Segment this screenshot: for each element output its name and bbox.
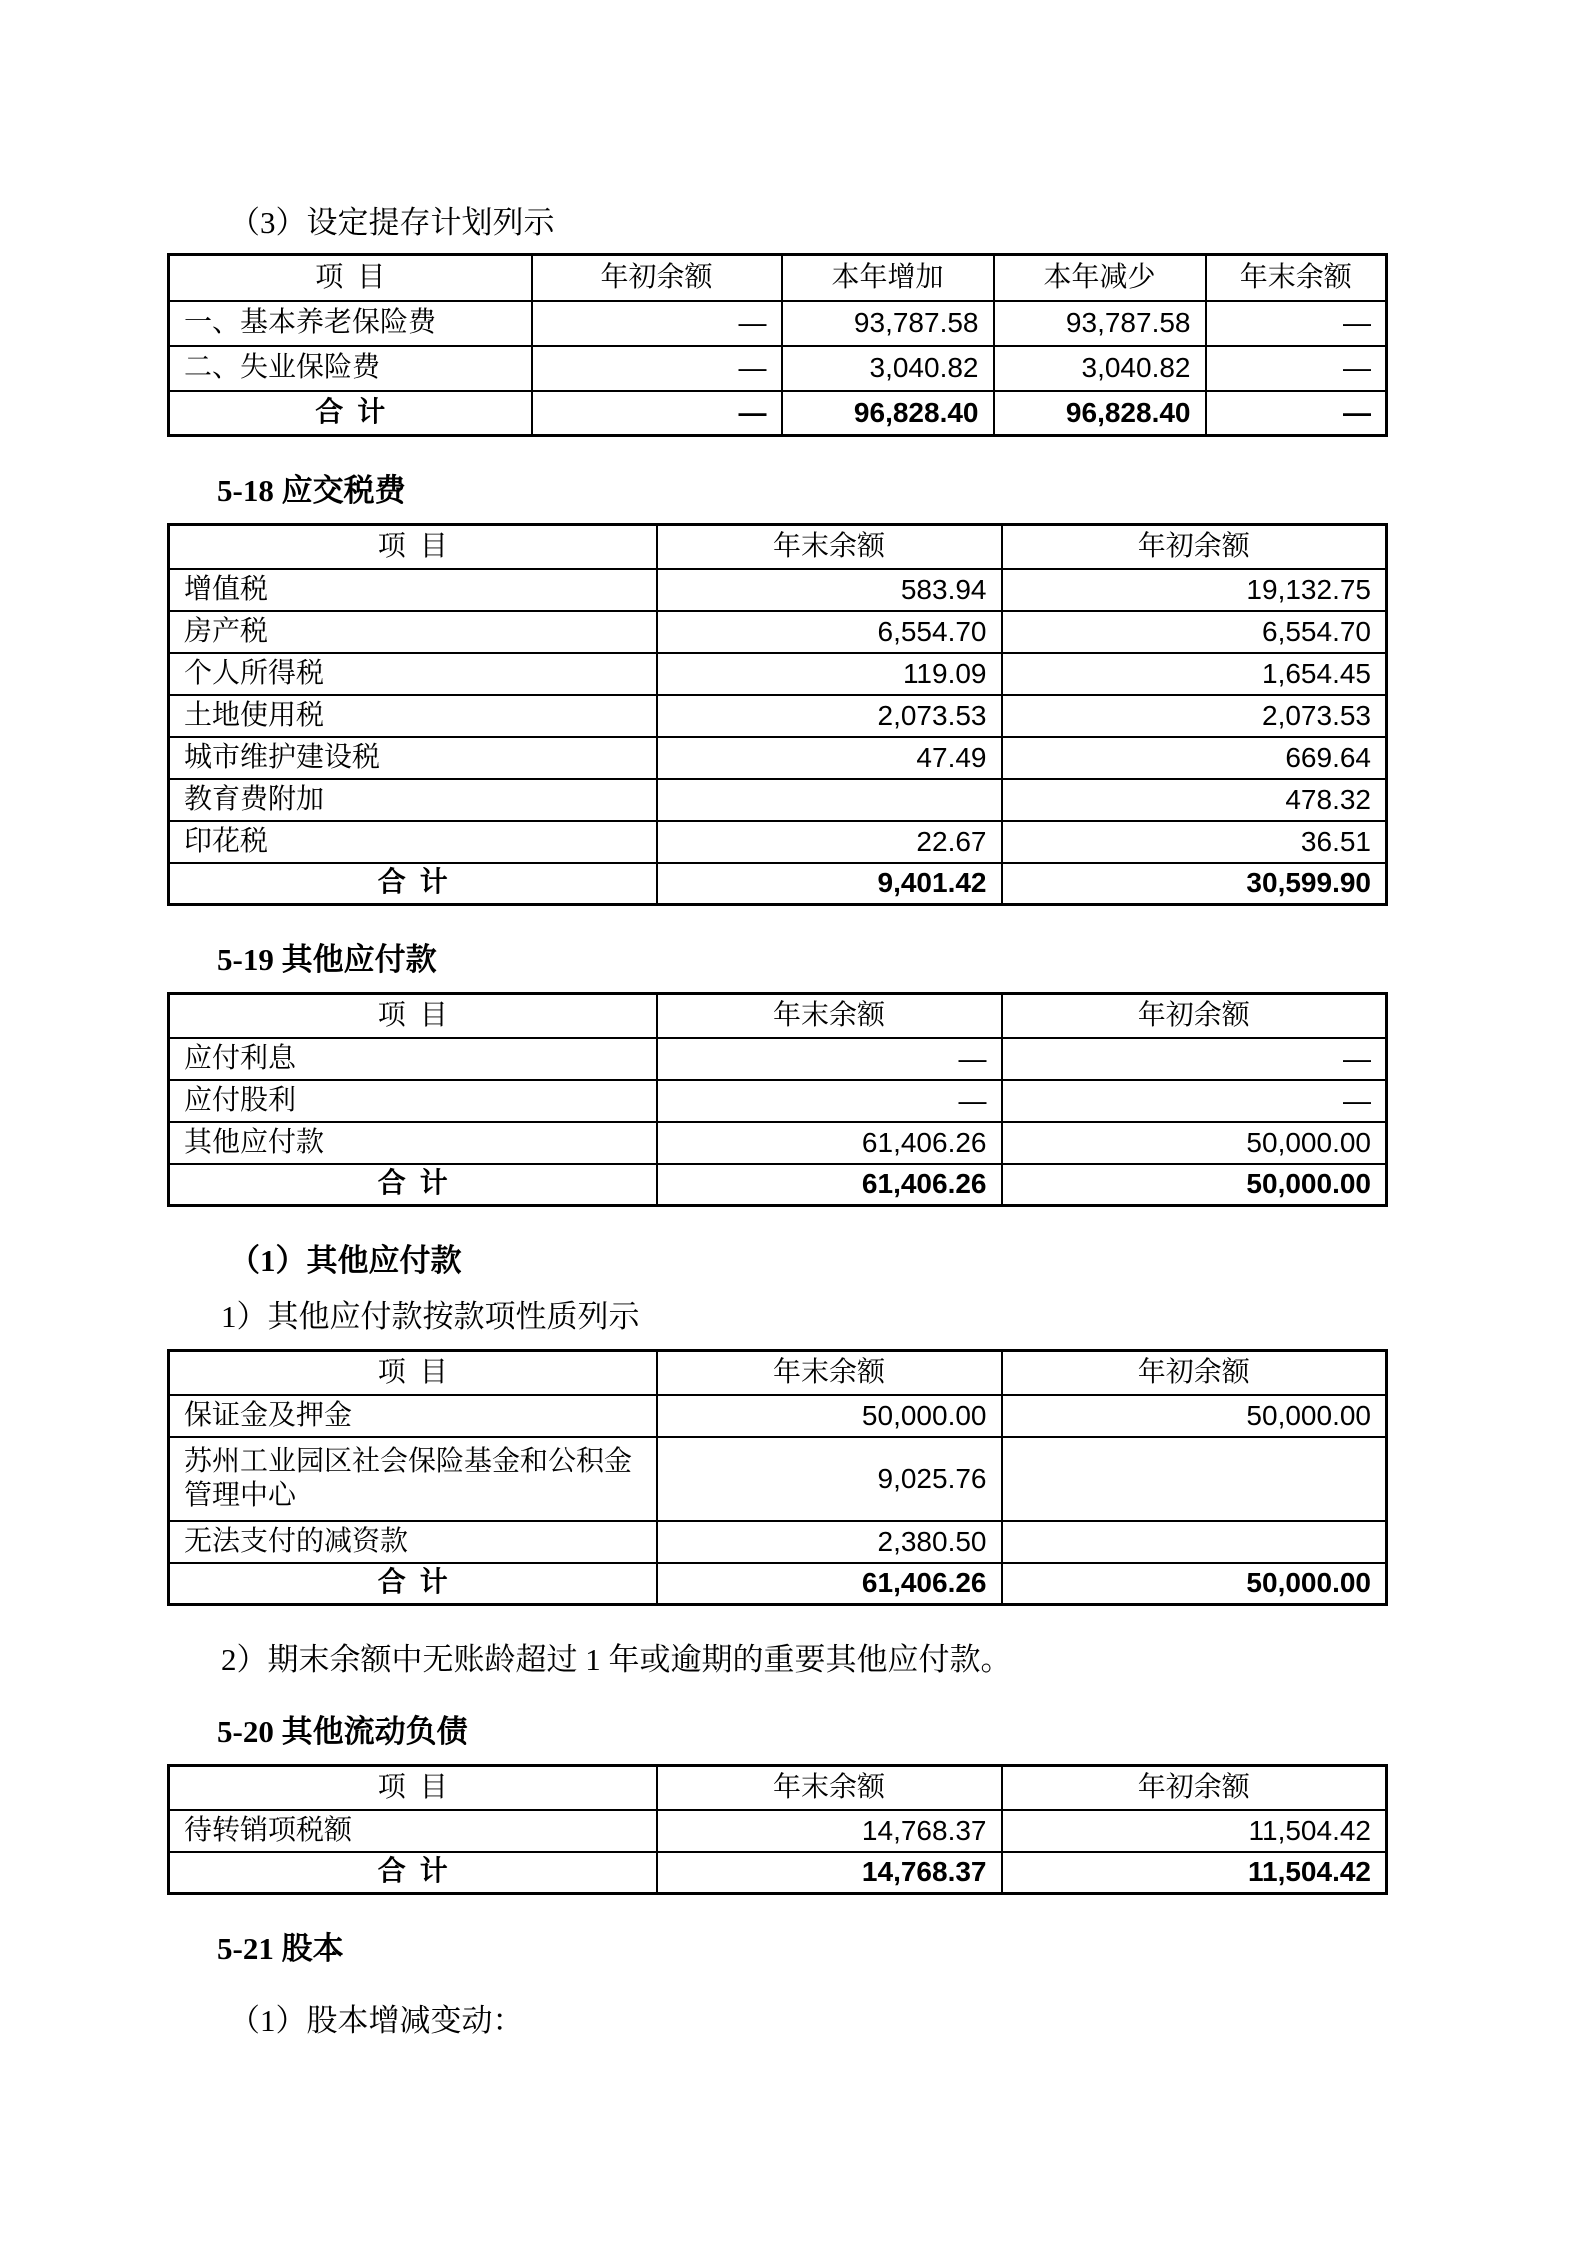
row-label: 土地使用税	[169, 695, 657, 737]
cell-value: 22.67	[657, 821, 1002, 863]
heading-defined-contribution-plan: （3）设定提存计划列示	[229, 205, 555, 240]
header-row	[169, 525, 1387, 569]
header-row	[169, 1351, 1387, 1395]
row-label: 其他应付款	[169, 1122, 657, 1164]
row-label: 一、基本养老保险费	[169, 301, 532, 346]
cell-value: —	[1002, 1080, 1387, 1122]
heading-5-20-other-current-liabilities: 5-20 其他流动负债	[217, 1714, 468, 1749]
cell-value: 478.32	[1002, 779, 1387, 821]
cell-value: 50,000.00	[1002, 1563, 1387, 1605]
cell-value: 11,504.42	[1002, 1810, 1387, 1852]
heading-share-capital-changes: （1）股本增减变动：	[229, 2003, 524, 2038]
heading-other-payables-by-nature: 1）其他应付款按款项性质列示	[221, 1299, 640, 1334]
table-row	[169, 737, 1387, 779]
column-header-opening-balance: 年初余额	[1002, 994, 1387, 1038]
cell-value	[657, 779, 1002, 821]
cell-value: —	[657, 1038, 1002, 1080]
cell-value: 93,787.58	[782, 301, 994, 346]
cell-value: 61,406.26	[657, 1122, 1002, 1164]
column-header-closing-balance: 年末余额	[657, 1766, 1002, 1810]
cell-value: 14,768.37	[657, 1810, 1002, 1852]
table-row	[169, 611, 1387, 653]
cell-value: 50,000.00	[1002, 1395, 1387, 1437]
cell-value: —	[532, 301, 782, 346]
table-row	[169, 1437, 1387, 1521]
cell-value: 9,401.42	[657, 863, 1002, 905]
cell-value: 1,654.45	[1002, 653, 1387, 695]
row-label: 印花税	[169, 821, 657, 863]
cell-value: 583.94	[657, 569, 1002, 611]
cell-value: 93,787.58	[994, 301, 1206, 346]
cell-value: 61,406.26	[657, 1563, 1002, 1605]
table-row	[169, 569, 1387, 611]
total-label: 合 计	[169, 1852, 657, 1894]
row-label: 应付股利	[169, 1080, 657, 1122]
cell-value: 6,554.70	[1002, 611, 1387, 653]
cell-value: 96,828.40	[994, 391, 1206, 436]
table-row	[169, 1080, 1387, 1122]
row-label: 待转销项税额	[169, 1810, 657, 1852]
cell-value: 9,025.76	[657, 1437, 1002, 1521]
defined-contribution-plan-table	[167, 253, 1388, 437]
cell-value: 11,504.42	[1002, 1852, 1387, 1894]
column-header-increase: 本年增加	[782, 255, 994, 301]
table-row	[169, 1810, 1387, 1852]
column-header-item: 项 目	[169, 255, 532, 301]
cell-value: 2,073.53	[1002, 695, 1387, 737]
column-header-opening-balance: 年初余额	[532, 255, 782, 301]
cell-value: 47.49	[657, 737, 1002, 779]
total-row	[169, 1563, 1387, 1605]
total-row	[169, 1164, 1387, 1206]
row-label: 房产税	[169, 611, 657, 653]
other-payables-table	[167, 992, 1388, 1207]
table-row	[169, 1395, 1387, 1437]
note-no-overdue-payables: 2）期末余额中无账龄超过 1 年或逾期的重要其他应付款。	[221, 1642, 1012, 1677]
cell-value: 3,040.82	[782, 346, 994, 391]
heading-5-18-taxes-payable: 5-18 应交税费	[217, 473, 406, 508]
column-header-opening-balance: 年初余额	[1002, 1351, 1387, 1395]
heading-other-payables-sub: （1）其他应付款	[229, 1243, 462, 1278]
cell-value: 2,073.53	[657, 695, 1002, 737]
column-header-closing-balance: 年末余额	[1206, 255, 1387, 301]
other-current-liabilities-table	[167, 1764, 1388, 1895]
cell-value	[1002, 1437, 1387, 1521]
cell-value: 6,554.70	[657, 611, 1002, 653]
column-header-item: 项 目	[169, 1351, 657, 1395]
cell-value: 119.09	[657, 653, 1002, 695]
taxes-payable-table	[167, 523, 1388, 906]
cell-value: —	[657, 1080, 1002, 1122]
cell-value: —	[1206, 346, 1387, 391]
heading-5-21-share-capital: 5-21 股本	[217, 1931, 344, 1966]
cell-value: —	[1002, 1038, 1387, 1080]
table-row	[169, 1122, 1387, 1164]
total-label: 合 计	[169, 1563, 657, 1605]
table-row	[169, 301, 1387, 346]
row-label: 无法支付的减资款	[169, 1521, 657, 1563]
table-row	[169, 1521, 1387, 1563]
table-row	[169, 695, 1387, 737]
column-header-opening-balance: 年初余额	[1002, 525, 1387, 569]
row-label: 增值税	[169, 569, 657, 611]
table-row	[169, 346, 1387, 391]
cell-value: 96,828.40	[782, 391, 994, 436]
header-row	[169, 994, 1387, 1038]
row-label: 苏州工业园区社会保险基金和公积金管理中心	[169, 1437, 657, 1521]
header-row	[169, 1766, 1387, 1810]
cell-value: 36.51	[1002, 821, 1387, 863]
column-header-closing-balance: 年末余额	[657, 1351, 1002, 1395]
total-label: 合 计	[169, 391, 532, 436]
total-row	[169, 1852, 1387, 1894]
row-label: 个人所得税	[169, 653, 657, 695]
column-header-item: 项 目	[169, 994, 657, 1038]
table-row	[169, 1038, 1387, 1080]
row-label: 教育费附加	[169, 779, 657, 821]
other-payables-by-nature-table	[167, 1349, 1388, 1606]
row-label: 保证金及押金	[169, 1395, 657, 1437]
cell-value: 2,380.50	[657, 1521, 1002, 1563]
total-row	[169, 391, 1387, 436]
total-row	[169, 863, 1387, 905]
column-header-closing-balance: 年末余额	[657, 994, 1002, 1038]
column-header-item: 项 目	[169, 1766, 657, 1810]
header-row	[169, 255, 1387, 301]
cell-value: —	[1206, 301, 1387, 346]
cell-value: 50,000.00	[1002, 1164, 1387, 1206]
row-label: 应付利息	[169, 1038, 657, 1080]
cell-value: —	[1206, 391, 1387, 436]
column-header-decrease: 本年减少	[994, 255, 1206, 301]
table-row	[169, 653, 1387, 695]
cell-value: 14,768.37	[657, 1852, 1002, 1894]
heading-5-19-other-payables: 5-19 其他应付款	[217, 942, 437, 977]
cell-value: 50,000.00	[1002, 1122, 1387, 1164]
table-row	[169, 779, 1387, 821]
column-header-opening-balance: 年初余额	[1002, 1766, 1387, 1810]
total-label: 合 计	[169, 1164, 657, 1206]
cell-value: 669.64	[1002, 737, 1387, 779]
table-row	[169, 821, 1387, 863]
row-label: 二、失业保险费	[169, 346, 532, 391]
cell-value: 50,000.00	[657, 1395, 1002, 1437]
row-label: 城市维护建设税	[169, 737, 657, 779]
cell-value: 3,040.82	[994, 346, 1206, 391]
total-label: 合 计	[169, 863, 657, 905]
cell-value: 19,132.75	[1002, 569, 1387, 611]
cell-value: 30,599.90	[1002, 863, 1387, 905]
column-header-item: 项 目	[169, 525, 657, 569]
cell-value: 61,406.26	[657, 1164, 1002, 1206]
column-header-closing-balance: 年末余额	[657, 525, 1002, 569]
cell-value	[1002, 1521, 1387, 1563]
cell-value: —	[532, 346, 782, 391]
cell-value: —	[532, 391, 782, 436]
